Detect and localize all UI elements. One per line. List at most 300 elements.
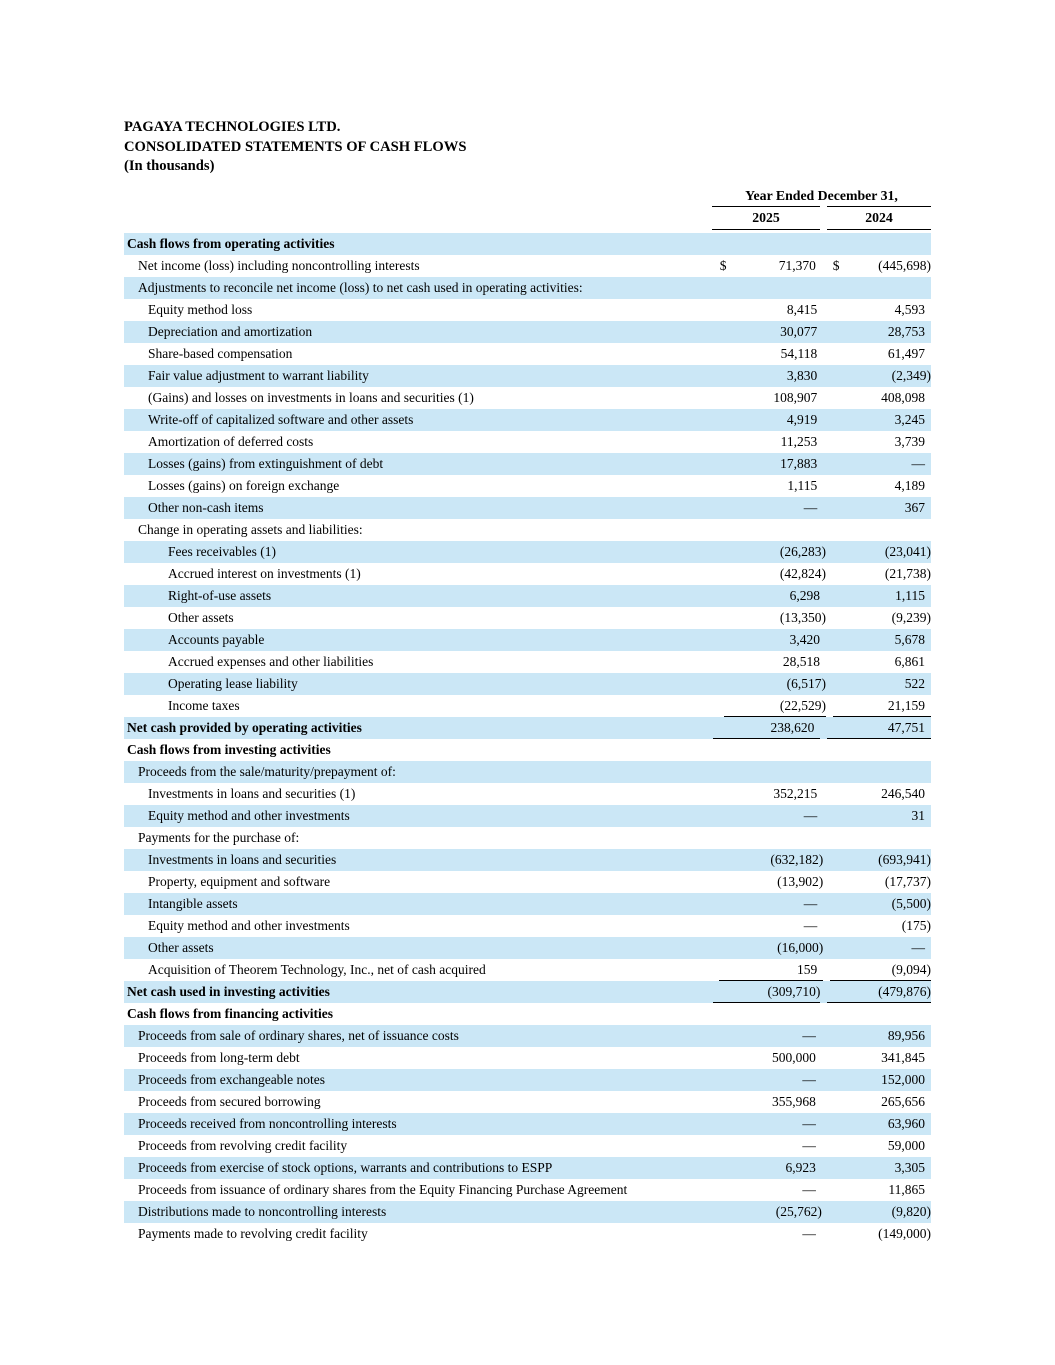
value-2025 [724, 695, 826, 717]
value-2025 [716, 1091, 822, 1113]
value-2024 [829, 761, 931, 783]
dollar-sign [833, 629, 837, 651]
table-row [124, 871, 931, 893]
value-2025 [716, 1179, 822, 1201]
table-row [124, 827, 931, 849]
value-2024 [827, 1003, 931, 1025]
dollar-sign [829, 1157, 833, 1179]
column-gap [822, 1135, 829, 1157]
dollar-sign [719, 871, 723, 893]
row-label: Other assets [148, 940, 214, 955]
value-2024 [829, 1091, 931, 1113]
amount-2024: (5,500) [891, 896, 931, 911]
value-2024 [829, 255, 931, 277]
amount-2024: 21,159 [887, 698, 925, 713]
row-label: Fees receivables (1) [168, 544, 276, 559]
value-2024 [830, 937, 931, 959]
table-row [124, 1047, 931, 1069]
amount-2025: (42,824) [779, 566, 827, 581]
table-row [124, 365, 931, 387]
header-label-spacer [124, 209, 712, 230]
dollar-sign [716, 1091, 720, 1113]
amount-2024: 47,751 [887, 720, 925, 735]
dollar-sign [830, 365, 834, 387]
column-gap [823, 365, 830, 387]
value-2025 [724, 541, 826, 563]
dollar-sign [719, 959, 723, 980]
row-label: Fair value adjustment to warrant liability [148, 368, 369, 383]
dollar-sign [719, 409, 723, 431]
row-label: Investments in loans and securities (1) [148, 786, 356, 801]
dollar-sign [719, 365, 723, 387]
value-2025 [719, 475, 824, 497]
value-2025 [716, 827, 822, 849]
amount-2024: 5,678 [894, 632, 925, 647]
value-2025 [719, 387, 824, 409]
amount-2025: 352,215 [773, 786, 818, 801]
row-label: Right-of-use assets [168, 588, 272, 603]
table-row [124, 563, 931, 585]
dollar-sign [830, 299, 834, 321]
column-gap [823, 453, 830, 475]
table-row [124, 541, 931, 563]
column-gap [822, 1069, 829, 1091]
value-2025 [724, 585, 826, 607]
table-row [124, 1113, 931, 1135]
value-2025 [713, 717, 821, 739]
row-label: Income taxes [168, 698, 240, 713]
amount-2025: — [803, 808, 818, 823]
row-label: Proceeds from the sale/maturity/prepayment of: [138, 764, 396, 779]
dollar-sign [713, 717, 717, 738]
dollar-sign [830, 497, 834, 519]
row-label: Cash flows from operating activities [127, 236, 335, 251]
amount-2024: 89,956 [887, 1028, 925, 1043]
dollar-sign [830, 409, 834, 431]
amount-2025: — [802, 1028, 816, 1043]
dollar-sign [716, 827, 720, 849]
amount-2025: 159 [797, 962, 818, 977]
column-gap [823, 959, 830, 981]
dollar-sign [719, 893, 723, 915]
dollar-sign [833, 585, 837, 607]
column-gap [820, 717, 827, 739]
amount-2024: 246,540 [881, 786, 925, 801]
row-label: Proceeds from sale of ordinary shares, net of issuance costs [138, 1028, 459, 1043]
column-gap [820, 1003, 827, 1025]
value-2024 [829, 1201, 931, 1223]
column-gap [823, 343, 830, 365]
amount-2025: 54,118 [780, 346, 818, 361]
amount-2025: 6,923 [785, 1160, 816, 1175]
dollar-sign: $ [719, 258, 727, 273]
dollar-sign [827, 981, 831, 1002]
column-gap [823, 497, 830, 519]
column-gap [823, 387, 830, 409]
column-gap [822, 1223, 829, 1245]
dollar-sign [830, 871, 834, 893]
value-2025 [724, 607, 826, 629]
statement-title: CONSOLIDATED STATEMENTS OF CASH FLOWS [124, 138, 467, 155]
value-2025 [716, 1201, 822, 1223]
row-label: Distributions made to noncontrolling interests [138, 1204, 387, 1219]
amount-2024: (9,239) [891, 610, 931, 625]
value-2025 [719, 497, 824, 519]
amount-2024: (21,738) [884, 566, 931, 581]
value-2024 [833, 695, 931, 717]
value-2025 [719, 409, 824, 431]
dollar-sign [830, 321, 834, 343]
value-2024 [829, 827, 931, 849]
row-label: Intangible assets [148, 896, 238, 911]
table-row [124, 1201, 931, 1223]
dollar-sign [724, 629, 728, 651]
column-gap [822, 1025, 829, 1047]
dollar-sign [719, 431, 723, 453]
amount-2024: (149,000) [878, 1226, 931, 1241]
dollar-sign [829, 1069, 833, 1091]
column-gap [826, 651, 833, 673]
value-2025 [713, 1003, 821, 1025]
dollar-sign [827, 233, 831, 255]
table-row [124, 1091, 931, 1113]
amount-2025: (632,182) [770, 852, 824, 867]
amount-2025: — [802, 1116, 816, 1131]
column-gap [823, 937, 830, 959]
dollar-sign [830, 959, 834, 980]
dollar-sign [716, 1201, 720, 1223]
value-2024 [830, 409, 931, 431]
amount-2024: (9,094) [891, 962, 931, 977]
dollar-sign [829, 761, 833, 783]
value-2025 [716, 1047, 822, 1069]
value-2025 [724, 563, 826, 585]
value-2025 [719, 849, 824, 871]
dollar-sign [719, 937, 723, 959]
value-2025 [719, 453, 824, 475]
value-2025 [716, 1113, 822, 1135]
row-label: Equity method loss [148, 302, 253, 317]
column-gap [823, 893, 830, 915]
amount-2025: 17,883 [780, 456, 818, 471]
value-2024 [827, 981, 931, 1003]
dollar-sign [713, 981, 717, 1002]
row-label: Payments for the purchase of: [138, 830, 300, 845]
value-2025 [713, 233, 821, 255]
value-2024 [833, 629, 931, 651]
value-2025 [724, 651, 826, 673]
value-2025 [716, 1157, 822, 1179]
row-label: Write-off of capitalized software and other assets [148, 412, 414, 427]
amount-2024: — [911, 940, 925, 955]
cash-flow-statement-table [124, 190, 931, 1245]
amount-2024: 341,845 [881, 1050, 925, 1065]
company-name: PAGAYA TECHNOLOGIES LTD. [124, 119, 341, 135]
value-2025 [716, 1223, 822, 1245]
table-row [124, 343, 931, 365]
value-2025 [716, 255, 822, 277]
amount-2025: 28,518 [782, 654, 821, 669]
amount-2025: 108,907 [773, 390, 818, 405]
table-row [124, 805, 931, 827]
value-2024 [833, 651, 931, 673]
dollar-sign [724, 563, 728, 585]
value-2024 [827, 739, 931, 761]
dollar-sign [713, 1003, 717, 1025]
column-gap [826, 673, 833, 695]
column-gap [823, 475, 830, 497]
dollar-sign [716, 761, 720, 783]
dollar-sign [719, 783, 723, 805]
value-2024 [830, 475, 931, 497]
dollar-sign [716, 1179, 720, 1201]
table-row [124, 519, 931, 541]
row-label: Proceeds from revolving credit facility [138, 1138, 348, 1153]
amount-2025: (309,710) [767, 984, 821, 999]
column-gap [822, 761, 829, 783]
table-row [124, 453, 931, 475]
amount-2024: 4,593 [894, 302, 925, 317]
amount-2025: — [803, 500, 818, 515]
value-2025 [719, 343, 824, 365]
value-2024 [827, 717, 931, 739]
amount-2024: 63,960 [887, 1116, 925, 1131]
amount-2024: (479,876) [878, 984, 931, 999]
amount-2024: 6,861 [894, 654, 925, 669]
value-2024 [833, 541, 931, 563]
dollar-sign [719, 915, 723, 937]
amount-2024: (693,941) [878, 852, 931, 867]
row-label: Net income (loss) including noncontrolling interests [138, 258, 420, 273]
value-2025 [719, 893, 824, 915]
column-gap [826, 541, 833, 563]
row-label: Proceeds from secured borrowing [138, 1094, 321, 1109]
row-label: Other assets [168, 610, 234, 625]
table-row [124, 1135, 931, 1157]
document-header [124, 118, 466, 177]
table-row [124, 739, 931, 761]
table-row [124, 717, 931, 739]
amount-2025: (22,529) [779, 698, 827, 713]
table-row [124, 915, 931, 937]
value-2025 [719, 299, 824, 321]
amount-2024: (23,041) [884, 544, 931, 559]
value-2024 [833, 585, 931, 607]
dollar-sign [719, 849, 723, 871]
amount-2024: 31 [911, 808, 925, 823]
dollar-sign [719, 497, 723, 519]
value-2024 [833, 563, 931, 585]
table-row [124, 387, 931, 409]
column-gap [823, 783, 830, 805]
amount-2025: (25,762) [775, 1204, 822, 1219]
row-label: Losses (gains) from extinguishment of debt [148, 456, 384, 471]
table-row [124, 959, 931, 981]
row-label: Depreciation and amortization [148, 324, 313, 339]
row-label: Amortization of deferred costs [148, 434, 314, 449]
column-gap [822, 1157, 829, 1179]
value-2025 [724, 673, 826, 695]
amount-2024 [925, 519, 931, 541]
amount-2025: 1,115 [787, 478, 818, 493]
value-2025 [713, 981, 821, 1003]
amount-2024 [925, 1003, 931, 1025]
row-label: Net cash provided by operating activities [127, 720, 362, 735]
table-row [124, 937, 931, 959]
value-2025 [719, 915, 824, 937]
table-row [124, 431, 931, 453]
table-row [124, 695, 931, 717]
amount-2025: 30,077 [780, 324, 818, 339]
value-2025 [716, 1069, 822, 1091]
amount-2025: — [802, 1138, 816, 1153]
dollar-sign [716, 1113, 720, 1135]
value-2024 [829, 1047, 931, 1069]
table-body [124, 233, 931, 1245]
table-row [124, 1223, 931, 1245]
dollar-sign [713, 739, 717, 761]
year-header-row [124, 209, 931, 230]
value-2025 [724, 629, 826, 651]
value-2024 [830, 783, 931, 805]
dollar-sign [833, 651, 837, 673]
dollar-sign [830, 475, 834, 497]
value-2024 [830, 431, 931, 453]
row-label: Accrued expenses and other liabilities [168, 654, 374, 669]
dollar-sign [719, 299, 723, 321]
amount-2024: (17,737) [884, 874, 931, 889]
dollar-sign [833, 695, 837, 716]
dollar-sign [716, 1135, 720, 1157]
value-2025 [716, 761, 822, 783]
column-gap [822, 519, 829, 541]
dollar-sign [716, 1223, 720, 1245]
row-label: Proceeds from exchangeable notes [138, 1072, 326, 1087]
dollar-sign [830, 937, 834, 959]
value-2024 [830, 915, 931, 937]
dollar-sign [833, 541, 837, 563]
amount-2025: — [803, 896, 818, 911]
amount-2024: (9,820) [891, 1204, 931, 1219]
amount-2024: 1,115 [895, 588, 925, 603]
row-label: Payments made to revolving credit facility [138, 1226, 368, 1241]
row-label: Cash flows from investing activities [127, 742, 331, 757]
dollar-sign [716, 1069, 720, 1091]
table-row [124, 1003, 931, 1025]
value-2024 [829, 519, 931, 541]
dollar-sign [830, 453, 834, 475]
amount-2025: (26,283) [779, 544, 827, 559]
table-row [124, 321, 931, 343]
row-label: Equity method and other investments [148, 808, 350, 823]
amount-2024: 59,000 [887, 1138, 925, 1153]
dollar-sign [827, 1003, 831, 1025]
value-2024 [830, 871, 931, 893]
value-2025 [719, 937, 824, 959]
column-gap [823, 805, 830, 827]
dollar-sign [829, 1047, 833, 1069]
value-2025 [716, 519, 822, 541]
dollar-sign [829, 1025, 833, 1047]
column-gap [823, 915, 830, 937]
dollar-sign [829, 1113, 833, 1135]
column-gap [823, 849, 830, 871]
dollar-sign [827, 739, 831, 761]
value-2024 [830, 365, 931, 387]
amount-2025: 71,370 [778, 258, 816, 273]
dollar-sign [724, 541, 728, 563]
row-label: Proceeds from exercise of stock options, warrants and contributions to ESPP [138, 1160, 553, 1175]
amount-2024: (2,349) [891, 368, 931, 383]
dollar-sign [713, 233, 717, 255]
row-label: Proceeds from long-term debt [138, 1050, 300, 1065]
table-row [124, 585, 931, 607]
table-row [124, 893, 931, 915]
amount-2025: 3,830 [786, 368, 818, 383]
amount-2025: 4,919 [786, 412, 818, 427]
amount-2025: (6,517) [786, 676, 827, 691]
dollar-sign [716, 519, 720, 541]
table-row [124, 981, 931, 1003]
amount-2024: 367 [904, 500, 925, 515]
row-label: Cash flows from financing activities [127, 1006, 333, 1021]
amount-2024 [925, 761, 931, 783]
table-row [124, 629, 931, 651]
amount-2025: 8,415 [786, 302, 818, 317]
dollar-sign: $ [832, 258, 840, 273]
column-gap [823, 299, 830, 321]
dollar-sign [716, 1157, 720, 1179]
value-2024 [830, 893, 931, 915]
row-label: Investments in loans and securities [148, 852, 337, 867]
value-2025 [719, 871, 824, 893]
amount-2024 [925, 233, 931, 255]
dollar-sign [829, 1201, 833, 1223]
period-header-row [124, 190, 931, 207]
row-label: Share-based compensation [148, 346, 293, 361]
dollar-sign [829, 1179, 833, 1201]
amount-2025: 6,298 [789, 588, 821, 603]
amount-2024 [925, 739, 931, 761]
amount-2024: 408,098 [881, 390, 925, 405]
dollar-sign [829, 277, 833, 299]
table-row [124, 255, 931, 277]
column-gap [822, 255, 829, 277]
dollar-sign [829, 827, 833, 849]
value-2025 [713, 739, 821, 761]
dollar-sign [830, 805, 834, 827]
table-row [124, 475, 931, 497]
table-row [124, 761, 931, 783]
value-2024 [830, 343, 931, 365]
row-label: Accrued interest on investments (1) [168, 566, 361, 581]
column-gap [823, 871, 830, 893]
amount-2025: (16,000) [777, 940, 824, 955]
row-label: Acquisition of Theorem Technology, Inc., net of cash acquired [148, 962, 486, 977]
value-2024 [829, 1025, 931, 1047]
value-2025 [716, 277, 822, 299]
column-gap [822, 1047, 829, 1069]
period-header: Year Ended December 31, [745, 188, 898, 203]
amount-2025: 500,000 [772, 1050, 816, 1065]
dollar-sign [724, 673, 728, 695]
row-label: Accounts payable [168, 632, 265, 647]
amount-2024: 61,497 [887, 346, 925, 361]
units-note: (In thousands) [124, 158, 215, 175]
amount-2025: — [802, 1182, 816, 1197]
column-gap [826, 585, 833, 607]
table-row [124, 299, 931, 321]
